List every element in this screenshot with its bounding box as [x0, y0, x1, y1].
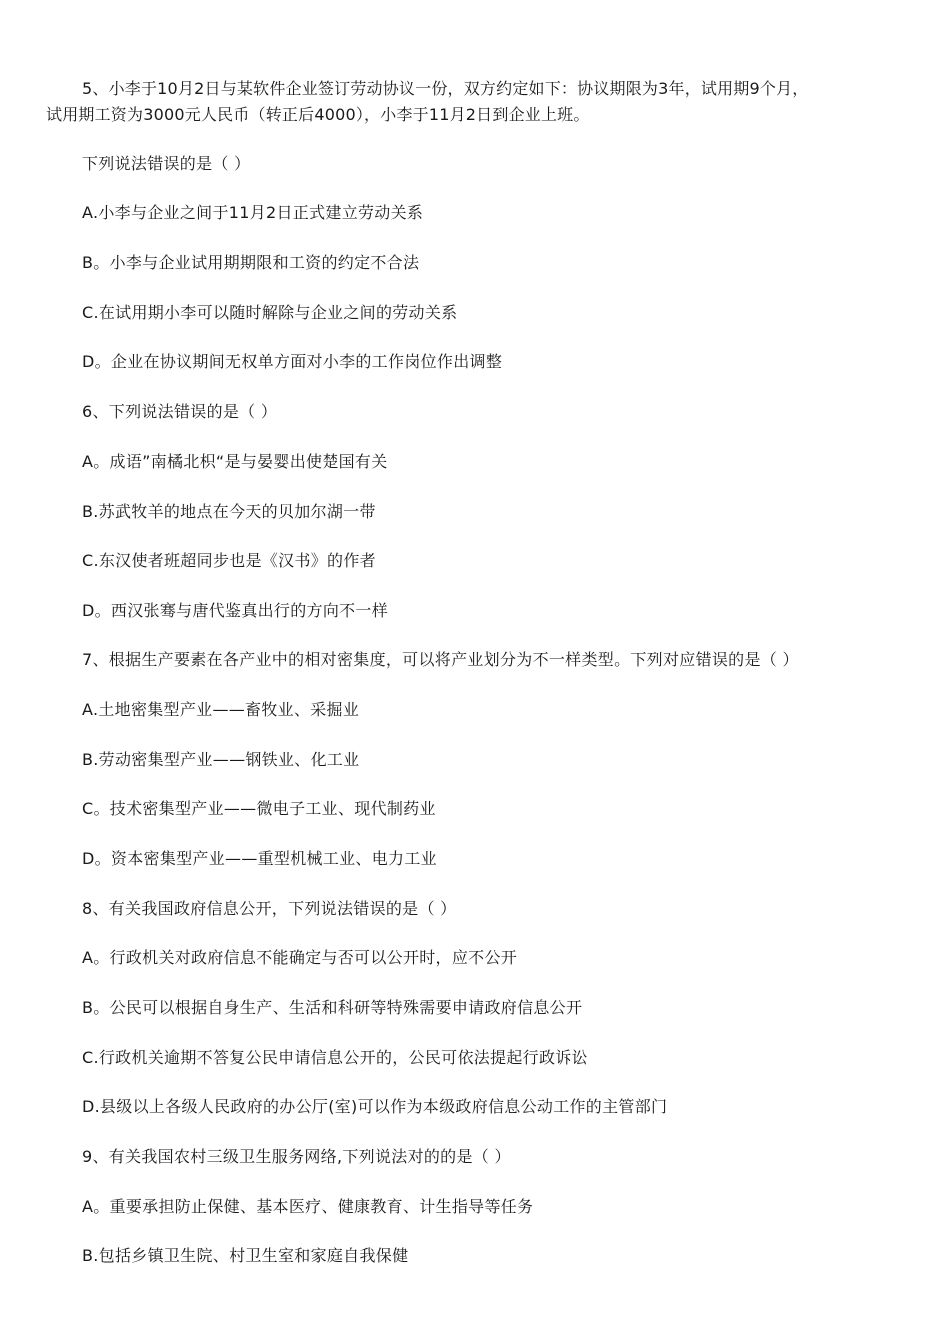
- question-6-option-c: C.东汉使者班超同步也是《汉书》的作者: [82, 551, 376, 570]
- question-7-option-a: A.土地密集型产业——畜牧业、采掘业: [82, 700, 360, 719]
- question-6-option-b: B.苏武牧羊的地点在今天的贝加尔湖一带: [82, 502, 376, 521]
- question-8-option-d: D.县级以上各级人民政府的办公厅(室)可以作为本级政府信息公动工作的主管部门: [82, 1097, 668, 1116]
- question-7-stem: 7、根据生产要素在各产业中的相对密集度，可以将产业划分为不一样类型。下列对应错误的是（ ）: [82, 650, 799, 669]
- question-8-option-c: C.行政机关逾期不答复公民申请信息公开的，公民可依法提起行政诉讼: [82, 1048, 588, 1067]
- question-5-option-c: C.在试用期小李可以随时解除与企业之间的劳动关系: [82, 303, 458, 322]
- question-5-option-b: B。小李与企业试用期期限和工资的约定不合法: [82, 253, 420, 272]
- question-5-option-d: D。企业在协议期间无权单方面对小李的工作岗位作出调整: [82, 352, 503, 371]
- question-8-stem: 8、有关我国政府信息公开，下列说法错误的是（ ）: [82, 899, 457, 918]
- question-7-option-c: C。技术密集型产业——微电子工业、现代制药业: [82, 799, 436, 818]
- question-5-option-a: A.小李与企业之间于11月2日正式建立劳动关系: [82, 203, 424, 222]
- question-6-option-d: D。西汉张骞与唐代鉴真出行的方向不一样: [82, 601, 389, 620]
- question-7-option-b: B.劳动密集型产业——钢铁业、化工业: [82, 750, 360, 769]
- question-9-stem: 9、有关我国农村三级卫生服务网络,下列说法对的的是（ ）: [82, 1147, 511, 1166]
- question-5-prompt: 下列说法错误的是（ ）: [82, 154, 251, 173]
- question-6-option-a: A。成语”南橘北枳“是与晏婴出使楚国有关: [82, 452, 388, 471]
- question-5-stem-line-1: 5、小李于10月2日与某软件企业签订劳动协议一份，双方约定如下：协议期限为3年，试用期9个月，: [82, 79, 809, 98]
- question-9-option-a: A。重要承担防止保健、基本医疗、健康教育、计生指导等任务: [82, 1197, 534, 1216]
- question-8-option-a: A。行政机关对政府信息不能确定与否可以公开时，应不公开: [82, 948, 518, 967]
- question-5-stem-line-2: 试用期工资为3000元人民币（转正后4000），小李于11月2日到企业上班。: [46, 105, 590, 124]
- question-6-stem: 6、下列说法错误的是（ ）: [82, 402, 278, 421]
- question-9-option-b: B.包括乡镇卫生院、村卫生室和家庭自我保健: [82, 1246, 409, 1265]
- question-8-option-b: B。公民可以根据自身生产、生活和科研等特殊需要申请政府信息公开: [82, 998, 583, 1017]
- question-7-option-d: D。资本密集型产业——重型机械工业、电力工业: [82, 849, 437, 868]
